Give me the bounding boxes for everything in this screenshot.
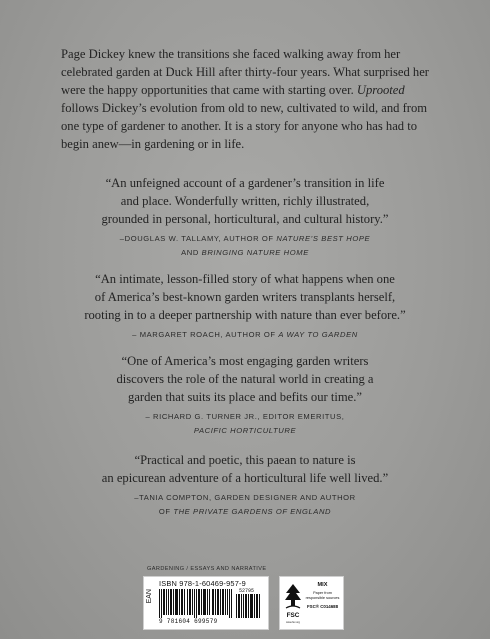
attribution-book-title: BRINGING NATURE HOME (201, 248, 309, 257)
attribution-text: – RICHARD G. TURNER JR., EDITOR EMERITUS, (145, 412, 345, 421)
fsc-website: www.fsc.org (286, 621, 300, 624)
quote-line: discovers the role of the natural world in creating a (116, 372, 374, 386)
fsc-certification-label (279, 576, 344, 630)
quote-line: “Practical and poetic, this paean to nature is (134, 453, 356, 467)
intro-text-part2: follows Dickey’s evolution from old to new, cultivated to wild, and from one type of gardener to another. It is a story for anyone who has had to begin anew—in gardening or in life. (61, 101, 428, 151)
quote-line: “An intimate, lesson-filled story of what happens when one (95, 272, 395, 286)
fsc-mix-label: MIX (317, 582, 328, 588)
bisac-category: GARDENING / ESSAYS AND NARRATIVE (147, 566, 267, 572)
quote-line: rooting in to a deeper partnership with nature than ever before.” (84, 308, 406, 322)
blurb-attribution (40, 232, 450, 260)
blurb-roach (40, 270, 450, 342)
blurb-quote (40, 270, 450, 324)
attribution-book-title: NATURE’S BEST HOPE (276, 234, 371, 243)
blurb-quote (40, 352, 450, 406)
attribution-book-title: A WAY TO GARDEN (278, 330, 358, 339)
blurb-compton (40, 451, 450, 519)
fsc-paper-line2: responsible sources (305, 595, 340, 600)
attribution-text: –DOUGLAS W. TALLAMY, AUTHOR OF (119, 234, 277, 243)
isbn-text: ISBN 978-1-60469-957-9 (159, 579, 246, 588)
fsc-claim (304, 582, 341, 609)
attribution-publication: PACIFIC HORTICULTURE (193, 426, 297, 435)
addon-price-digits: 52795 (239, 588, 255, 594)
blurb-turner (40, 352, 450, 438)
intro-text-part1: Page Dickey knew the transitions she faced walking away from her celebrated garden at Duck Hill after thirty-four years. What surprised her were the happy opportunities that came with starting over. (61, 47, 429, 97)
attribution-text: – MARGARET ROACH, AUTHOR OF (132, 330, 279, 339)
intro-book-title: Uprooted (356, 83, 405, 97)
isbn-barcode-label (143, 576, 269, 630)
quote-line: and place. Wonderfully written, richly illustrated, (120, 194, 370, 208)
addon-barcode-icon (236, 594, 262, 618)
quote-line: “An unfeigned account of a gardener’s transition in life (105, 176, 385, 190)
fsc-paper-line1: Paper from (313, 591, 332, 595)
quote-line: “One of America’s most engaging garden writers (121, 354, 369, 368)
fsc-tree-logo-icon (283, 582, 303, 620)
blurb-quote (40, 174, 450, 228)
blurb-attribution (40, 328, 450, 342)
quote-line: garden that suits its place and befits our time.” (128, 390, 362, 404)
blurb-tallamy (40, 174, 450, 260)
ean-label: EAN (146, 589, 153, 604)
blurb-attribution (40, 491, 450, 519)
quote-line: an epicurean adventure of a horticultural life well lived.” (101, 471, 389, 485)
attribution-text: –TANIA COMPTON, GARDEN DESIGNER AND AUTHOR (134, 493, 356, 502)
intro-paragraph (61, 45, 441, 153)
attribution-text: OF (158, 507, 174, 516)
blurb-attribution (40, 410, 450, 438)
fsc-license-code: FSC® C014688 (306, 604, 339, 610)
ean-barcode-icon (159, 589, 233, 618)
quote-line: of America’s best-known garden writers transplants herself, (94, 290, 396, 304)
attribution-book-title: THE PRIVATE GARDENS OF ENGLAND (173, 507, 332, 516)
blurb-quote (40, 451, 450, 487)
fsc-logo-text: FSC (286, 612, 300, 619)
quote-line: grounded in personal, horticultural, and cultural history.” (101, 212, 389, 226)
barcode-digits: 9 781604 699579 (159, 618, 218, 625)
attribution-text: AND (181, 248, 202, 257)
